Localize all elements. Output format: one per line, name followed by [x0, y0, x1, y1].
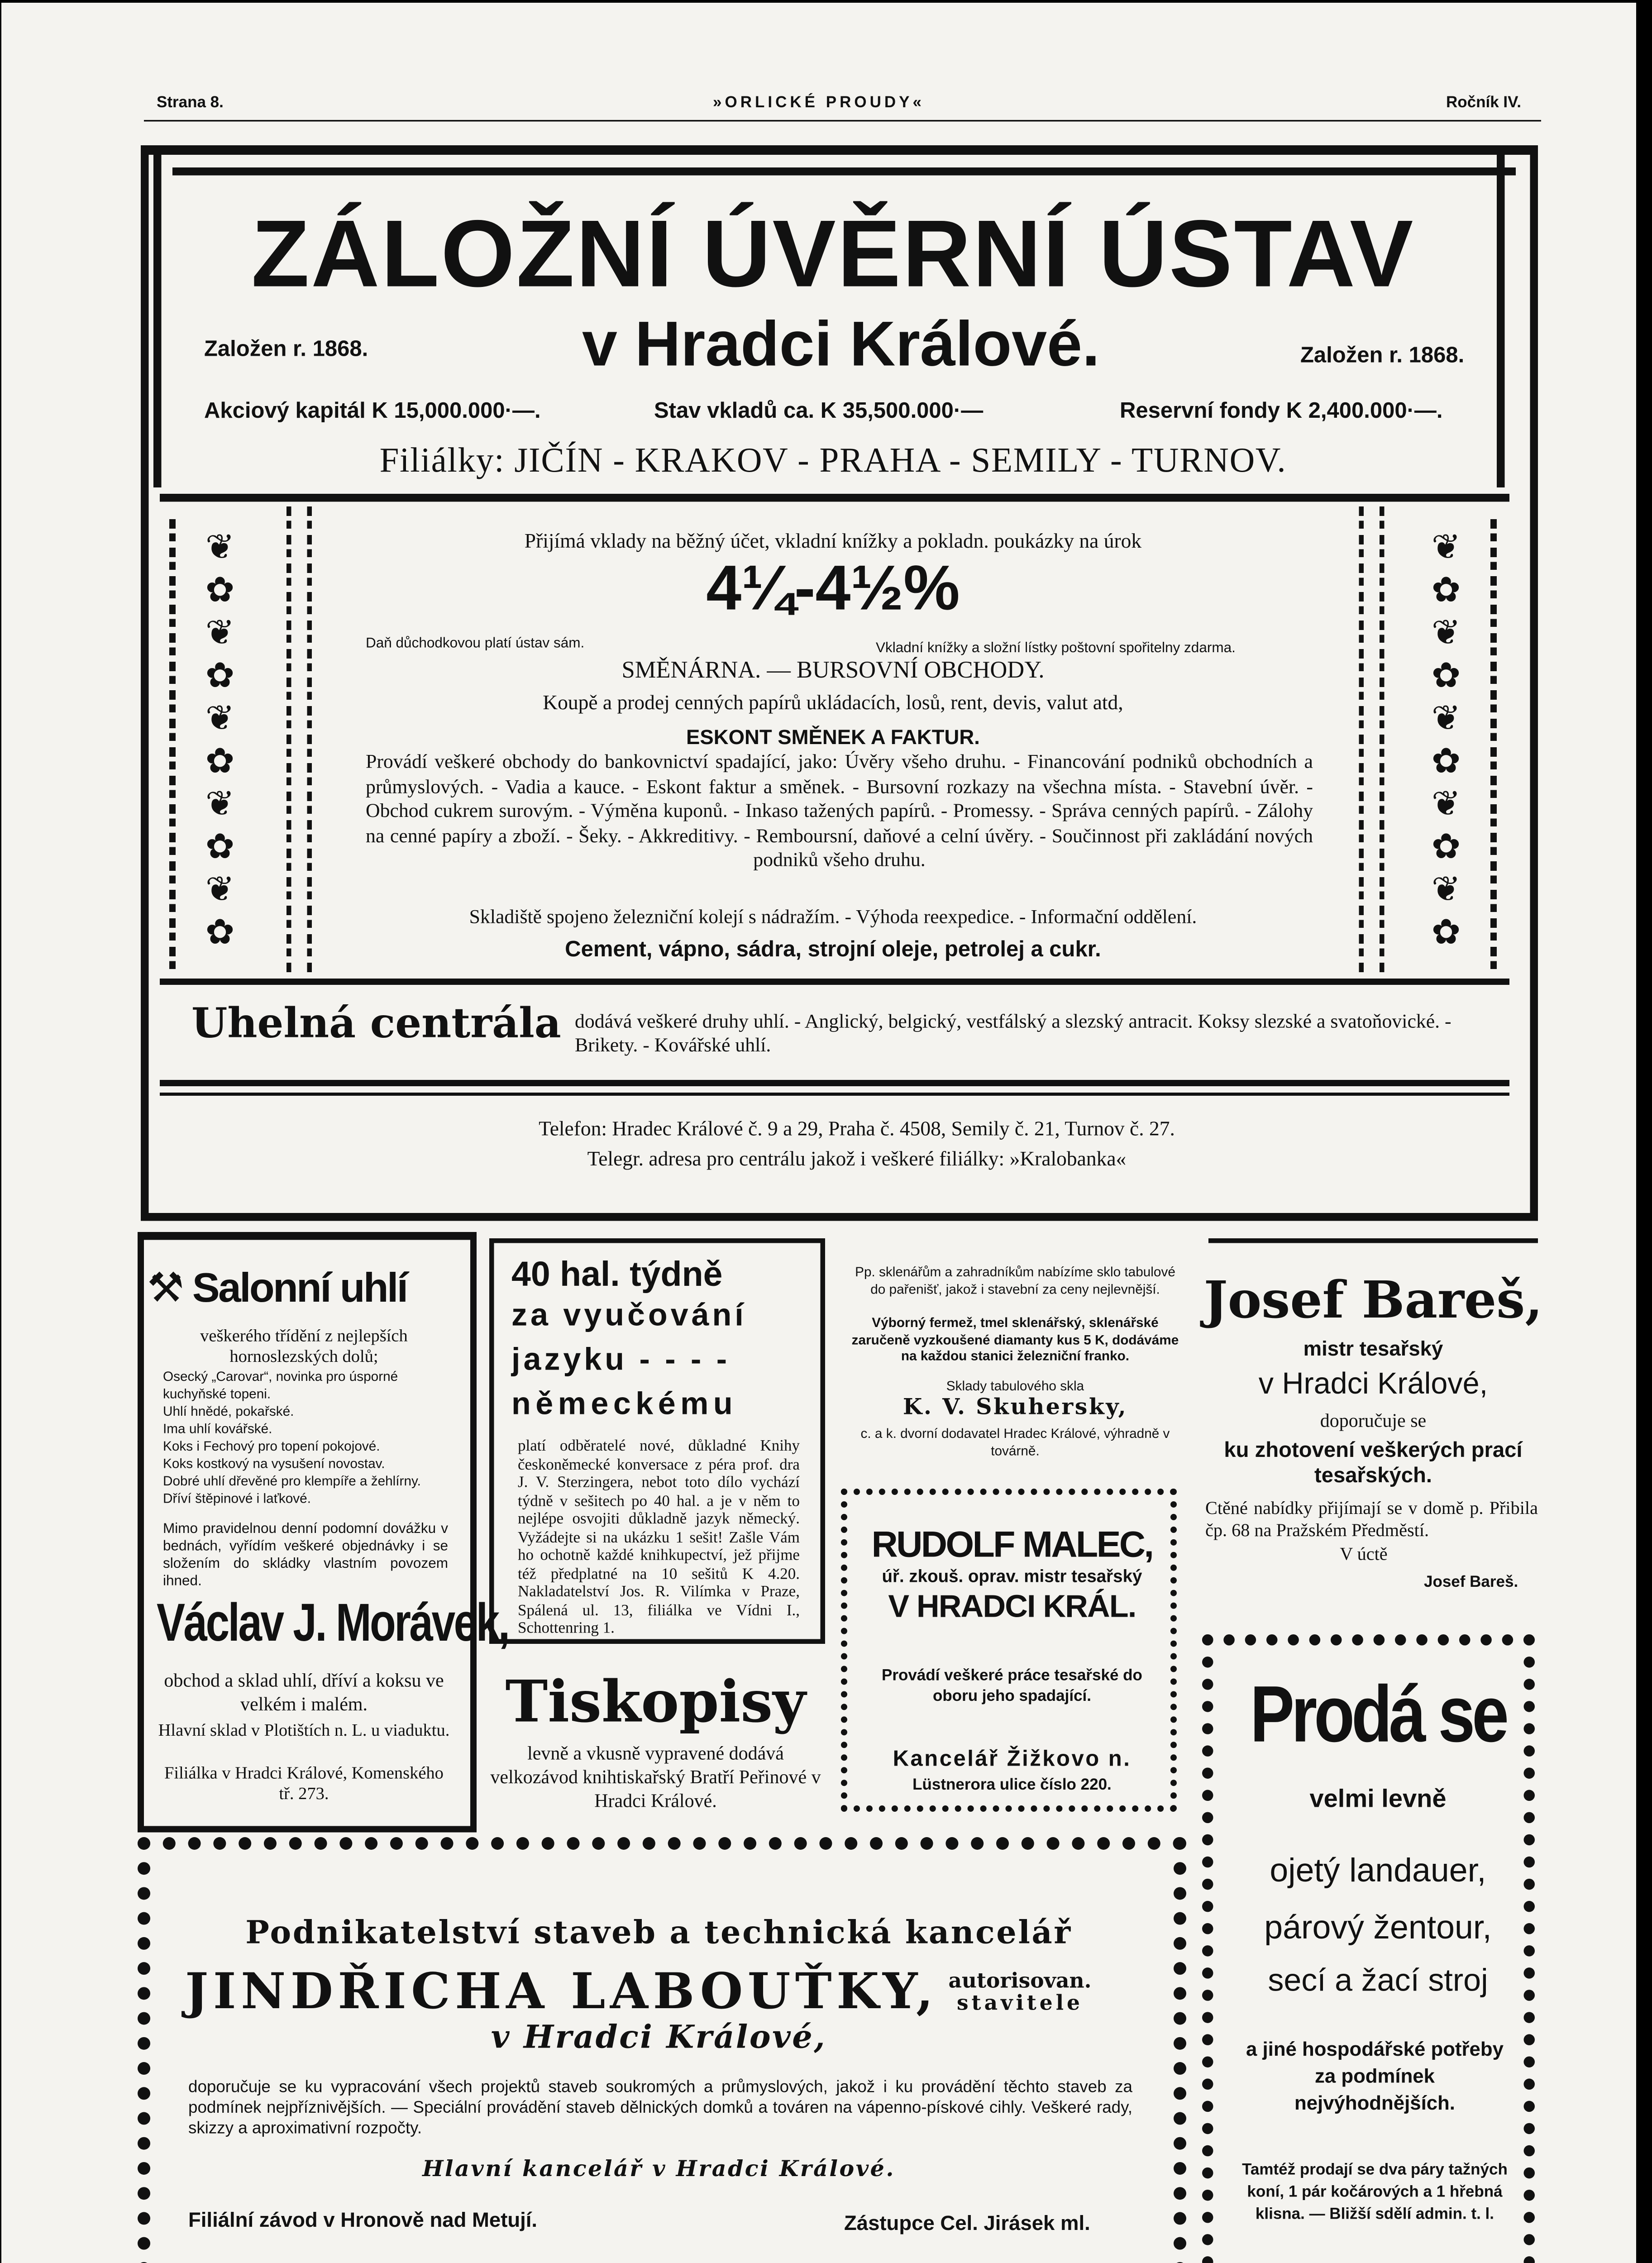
labutka-main: Hlavní kancelář v Hradci Králové.: [422, 2157, 895, 2182]
prodase-others: a jiné hospodářské potřeby za podmínek nejvýhodnějších.: [1246, 2038, 1504, 2115]
list-item: Ima uhlí kovářské.: [163, 1420, 272, 1437]
moravek-intro: veškerého třídění z nejlepších hornoslezských dolů;: [200, 1327, 408, 1367]
labutka-branch: Filiální závod v Hronově nad Metují.: [188, 2208, 538, 2232]
bank-mid-rule: [160, 494, 1509, 502]
moravek-name: Václav J. Morávek,: [157, 1593, 509, 1653]
newspaper-scan: [1, 3, 1651, 2263]
discount-heading: ESKONT SMĚNEK A FAKTUR.: [686, 725, 980, 749]
malec-city: V HRADCI KRÁL.: [888, 1590, 1136, 1625]
labutka-auth2: stavitele: [956, 1992, 1084, 2016]
german-line1: 40 hal. týdně: [511, 1254, 723, 1294]
tax-note: Daň důchodkovou platí ústav sám.: [366, 635, 585, 651]
bank-right-rule: [1497, 155, 1505, 487]
bank-deposits: Stav vkladů ca. K 35,500.000·—: [654, 397, 984, 423]
skuhersky-name: K. V. Skuhersky,: [902, 1395, 1128, 1421]
german-line2: za vyučování: [511, 1299, 747, 1333]
list-item: Dříví štěpinové i laťkové.: [163, 1490, 311, 1506]
bares-signature: Josef Bareš.: [1424, 1574, 1518, 1592]
bank-city: v Hradci Králové.: [582, 310, 1100, 380]
malec-street: Lüstnerora ulice číslo 220.: [912, 1777, 1112, 1795]
labutka-line1: Podnikatelství staveb a technická kancelář: [245, 1913, 1072, 1951]
prodase-item3: secí a žací stroj: [1268, 1964, 1488, 1999]
moravek-title: [147, 1264, 464, 1313]
malec-text: Provádí veškeré práce tesařské do oboru jeho spadající.: [882, 1667, 1142, 1706]
tiskopisy-text: levně a vkusně vypravené dodává velkozávod knihtiskařský Bratří Peřinové v Hradci Králové.: [490, 1742, 821, 1812]
newspaper-page: [1, 3, 1636, 2263]
bares-work: ku zhotovení veškerých prací tesařských.: [1224, 1438, 1523, 1487]
tiskopisy-title: Tiskopisy: [505, 1669, 806, 1736]
list-item: Koks kostkový na vysušení novostav.: [163, 1455, 385, 1471]
bares-orders: Ctěné nabídky přijímají se v domě p. Přibila čp. 68 na Pražském Předměstí.: [1205, 1499, 1538, 1541]
prodase-item1: ojetý landauer,: [1270, 1853, 1486, 1890]
founded-right: Založen r. 1868.: [1300, 342, 1465, 367]
telegraph-text: Telegr. adresa pro centrálu jakož i veškeré filiálky: »Kralobanka«: [587, 1146, 1127, 1170]
postal-note: Vkladní knížky a složní lístky poštovní spořitelny zdarma.: [876, 640, 1236, 655]
prodase-subtitle: velmi levně: [1309, 1786, 1447, 1814]
phone-text: Telefon: Hradec Králové č. 9 a 29, Praha č. 4508, Semily č. 21, Turnov č. 27.: [539, 1116, 1175, 1140]
skuhersky-text2: Výborný fermež, tmel sklenářský, sklenářské zaručeně vyzkoušené diamanty kus 5 K, dodáváme na každou stanici železniční franko.: [851, 1314, 1179, 1364]
volume-number: Ročník IV.: [1446, 95, 1522, 112]
interest-rate: 4¼-4½%: [706, 554, 960, 624]
list-item: Dobré uhlí dřevěné pro klempíře a žehlírny.: [163, 1473, 421, 1489]
bank-left-rule: [153, 155, 162, 487]
moravek-main: Hlavní sklad v Plotištích n. L. u viaduktu.: [158, 1721, 450, 1741]
malec-office: Kancelář Žižkovo n.: [893, 1745, 1132, 1771]
bank-branches: Filiálky: JIČÍN - KRAKOV - PRAHA - SEMILY - TURNOV.: [379, 440, 1287, 480]
bank-rule-2: [160, 979, 1509, 985]
leaf-ornament-left: ❦ ✿ ❦ ✿ ❦ ✿ ❦ ✿ ❦ ✿: [205, 527, 235, 952]
newspaper-title: »ORLICKÉ PROUDY«: [713, 95, 925, 112]
hammer-pick-icon: ⚒: [147, 1264, 183, 1311]
page-number: Strana 8.: [157, 95, 224, 112]
skuhersky-supplier: c. a k. dvorní dodavatel Hradec Králové, výhradně v továrně.: [860, 1425, 1170, 1458]
list-item: Osecký „Carovar“, novinka pro úsporné kuchyňské topeni.: [163, 1368, 398, 1402]
moravek-title-text: Salonní uhlí: [192, 1264, 407, 1311]
ornament-inner-left: [286, 506, 291, 975]
services-text: Provádí veškeré obchody do bankovnictví spadající, jako: Úvěry všeho druhu. - Financování podniků obchodních a průmyslových. - Vadia a kauce. - Eskont faktur a směnek. - Bursovní rozkazy na všechna místa. - Stavební úvěr. - Obchod cukrem surovým. - Výměna kuponů. - Inkaso tažených papírů. - Promessy. - Správa cenných papírů. - Zálohy na cenné papíry a zboží. - Šeky. - Akkreditivy. - Remboursní, daňové a celní úvěry. - Součinnost při zakládání nových podniků všeho druhu.: [366, 750, 1313, 871]
exchange-heading: SMĚNÁRNA. — BURSOVNÍ OBCHODY.: [621, 659, 1045, 684]
header-rule: [144, 120, 1541, 122]
list-item: Uhlí hnědé, pokařské.: [163, 1403, 294, 1419]
moravek-delivery: Mimo pravidelnou denní podomní dovážku v bednách, vyřídím veškeré objednávky i se složením do skládky vlastním povozem ihned.: [163, 1520, 448, 1589]
bank-capital: Akciový kapitál K 15,000.000·—.: [204, 397, 541, 423]
coal-text: dodává veškeré druhy uhlí. - Anglický, belgický, vestfálský a slezský antracit. Koksy slezské a svatoňovické. - Brikety. - Kovářské uhlí.: [575, 1010, 1451, 1056]
skuhersky-note: Sklady tabulového skla: [946, 1378, 1084, 1394]
bares-top-rule: [1208, 1238, 1538, 1243]
bank-top-rule: [172, 167, 1516, 176]
moravek-trade: obchod a sklad uhlí, dříví a koksu ve velkém i malém.: [164, 1669, 444, 1715]
german-line3: jazyku - - - -: [511, 1343, 731, 1378]
prodase-title: Prodá se: [1250, 1669, 1506, 1759]
bank-accepts: Přijímá vklady na běžný účet, vkladní knížky a pokladn. poukázky na úrok: [524, 529, 1142, 553]
ornament-inner-right: [1359, 506, 1364, 975]
ornament-inner-right-2: [1380, 506, 1385, 975]
leaf-ornament-right: ❦ ✿ ❦ ✿ ❦ ✿ ❦ ✿ ❦ ✿: [1431, 527, 1461, 952]
german-line4: německému: [511, 1387, 738, 1422]
ornament-inner-left-2: [307, 506, 312, 975]
moravek-branch: Filiálka v Hradci Králové, Komenského tř. 273.: [164, 1764, 444, 1804]
securities-text: Koupě a prodej cenných papírů ukládacích, losů, rent, devis, valut atd,: [543, 690, 1123, 714]
malec-title: úř. zkouš. oprav. mistr tesařský: [882, 1568, 1142, 1587]
labutka-name: JINDŘICHA LABOUŤKY,: [185, 1964, 938, 2021]
prodase-item2: párový žentour,: [1264, 1910, 1492, 1947]
labutka-city: v Hradci Králové,: [491, 2018, 827, 2056]
ornament-right-line: [1490, 519, 1497, 969]
ornament-left-line: [169, 519, 176, 969]
moravek-list: [163, 1368, 448, 1508]
prodase-extra: Tamtéž prodají se dva páry tažných koní, 1 pár kočárových a 1 hřebná klisna. — Bližší sdělí admin. t. l.: [1242, 2162, 1508, 2224]
goods-text: Cement, vápno, sádra, strojní oleje, petrolej a cukr.: [565, 936, 1101, 961]
bank-reserves: Reservní fondy K 2,400.000·—.: [1120, 397, 1443, 423]
bank-title: ZÁLOŽNÍ ÚVĚRNÍ ÚSTAV: [251, 201, 1415, 307]
labutka-auth1: autorisovan.: [948, 1970, 1092, 1994]
coal-title: Uhelná centrála: [191, 1001, 561, 1048]
bank-rule-3: [160, 1080, 1509, 1086]
bares-greeting: V úctě: [1340, 1546, 1388, 1565]
bares-title: mistr tesařský: [1303, 1337, 1443, 1361]
labutka-agent: Zástupce Cel. Jirásek ml.: [844, 2211, 1090, 2235]
founded-left: Založen r. 1868.: [204, 335, 368, 361]
bank-rule-4: [160, 1093, 1509, 1096]
skuhersky-text1: Pp. sklenářům a zahradníkům nabízíme sklo tabulové do pařenišť, jakož i stavební za ceny nejlevnější.: [855, 1264, 1175, 1296]
malec-name: RUDOLF MALEC,: [871, 1523, 1153, 1565]
warehouse-text: Skladiště spojeno železniční kolejí s nádražím. - Výhoda reexpedice. - Informační oddělení.: [469, 906, 1197, 928]
list-item: Koks i Fechový pro topení pokojové.: [163, 1438, 380, 1454]
labutka-text: doporučuje se ku vypracování všech projektů staveb soukromých a průmyslových, jakož i ku provádění těchto staveb za podmínek nejpříznivějších. — Speciální provádění staveb dělnických domků a továren na vápenno-pískové cihly. Veškeré rady, skizzy a aproximativní rozpočty.: [188, 2078, 1132, 2138]
bares-name: Josef Bareš,: [1203, 1270, 1543, 1330]
bares-recommends: doporučuje se: [1320, 1409, 1427, 1432]
bares-city: v Hradci Králové,: [1258, 1368, 1488, 1402]
german-text: platí odběratelé nové, důkladné Knihy českoněmecké konversace z péra prof. dra J. V. Sterzingera, nebot toto dílo vychází týdně v sešitech po 40 hal. a je v něm to nejlépe osvojiti důkladně jazyk německý. Vyžádejte si na ukázku 1 sešit! Zašle Vám ho ochotně každé knihkupectví, jež přijme též předplatné na 10 sešitů K 4.20. Nakladatelství Jos. R. Vilímka v Praze, Spálená ul. 13, filiálka ve Vídni I., Schottenring 1.: [518, 1438, 800, 1638]
